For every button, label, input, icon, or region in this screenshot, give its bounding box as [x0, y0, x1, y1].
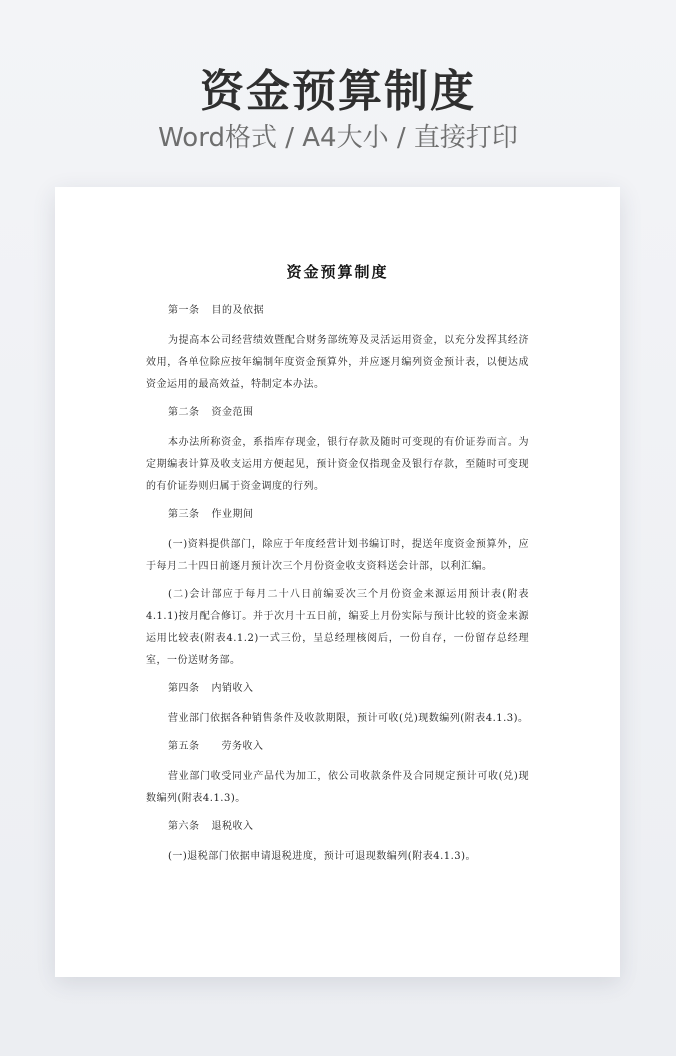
section-number: 第六条 — [168, 821, 200, 832]
section-title: 作业期间 — [211, 509, 254, 520]
header-subtitle: Word格式 / A4大小 / 直接打印 — [158, 123, 518, 153]
section-heading-4 — [146, 678, 529, 700]
section-number: 第四条 — [168, 683, 200, 694]
section-number: 第一条 — [168, 305, 200, 316]
section-heading-5 — [146, 736, 529, 758]
section-title: 目的及依据 — [211, 305, 264, 316]
section-title: 劳务收入 — [221, 741, 264, 752]
paragraph: 为提高本公司经营绩效暨配合财务部统筹及灵活运用资金，以充分发挥其经济效用，各单位除应按年编制年度资金预算外，并应逐月编列资金预计表，以便达成资金运用的最高效益，特制定本办法。 — [146, 335, 529, 390]
document-page — [55, 187, 620, 977]
section-title: 退税收入 — [211, 821, 254, 832]
section-number: 第二条 — [168, 407, 200, 418]
section-heading-1 — [146, 300, 529, 322]
document-body — [146, 300, 529, 874]
section-heading-2 — [146, 402, 529, 424]
paragraph: (一)退税部门依据申请退税进度，预计可退现数编列(附表4.1.3)。 — [168, 851, 477, 862]
paragraph: 营业部门收受同业产品代为加工，依公司收款条件及合同规定预计可收(兑)现数编列(附表4.1.3)。 — [146, 771, 529, 804]
paragraph: (一)资料提供部门，除应于年度经营计划书编订时，提送年度资金预算外，应于每月二十四日前逐月预计次三个月份资金收支资料送会计部，以利汇编。 — [146, 539, 529, 572]
paragraph: 本办法所称资金，系指库存现金，银行存款及随时可变现的有价证券而言。为定期编表计算及收支运用方便起见，预计资金仅指现金及银行存款，至随时可变现的有价证券则归属于资金调度的行列。 — [146, 437, 529, 492]
section-number: 第三条 — [168, 509, 200, 520]
section-title: 资金范围 — [211, 407, 254, 418]
header-title: 资金预算制度 — [200, 66, 476, 117]
paragraph: (二)会计部应于每月二十八日前编妥次三个月份资金来源运用预计表(附表4.1.1)按月配合修订。并于次月十五日前，编妥上月份实际与预计比较的资金来源运用比较表(附表4.1.2)一式三份，呈总经理核阅后，一份自存，一份留存总经理室，一份送财务部。 — [146, 589, 529, 666]
section-heading-6 — [146, 816, 529, 838]
paragraph: 营业部门依据各种销售条件及收款期限，预计可收(兑)现数编列(附表4.1.3)。 — [168, 713, 529, 724]
document-title: 资金预算制度 — [286, 263, 389, 281]
section-number: 第五条 — [168, 741, 200, 752]
section-title: 内销收入 — [211, 683, 254, 694]
section-heading-3 — [146, 504, 529, 526]
